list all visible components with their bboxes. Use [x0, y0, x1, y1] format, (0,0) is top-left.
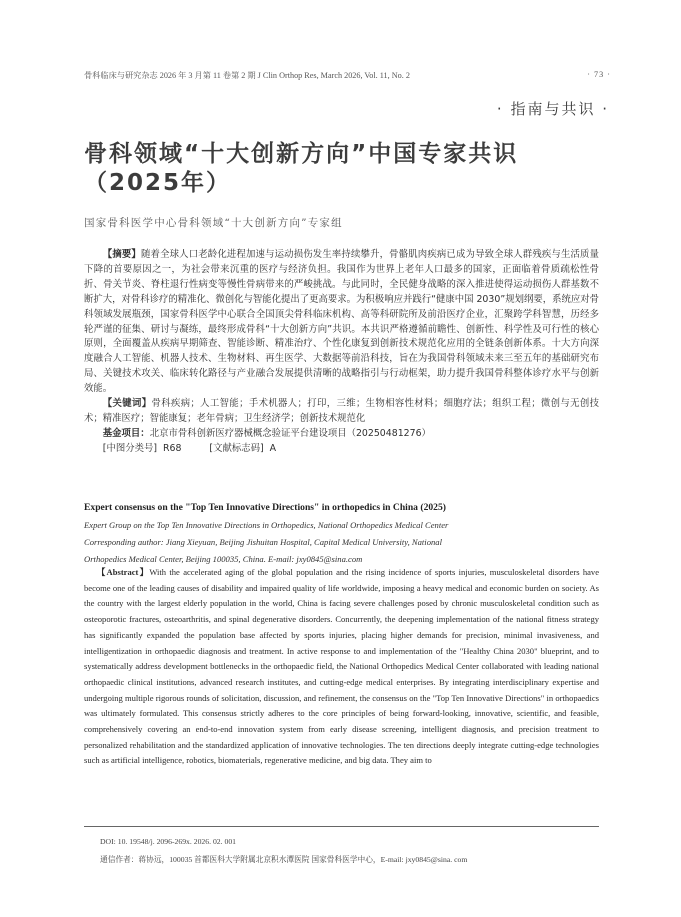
running-header — [84, 70, 611, 81]
fund-label: 基金项目： — [102, 427, 150, 439]
abstract-cn — [84, 248, 599, 397]
journal-citation: 骨科临床与研究杂志 2026 年 3 月第 11 卷第 2 期 J Clin Orthop Res, March 2026, Vol. 11, No. 2 — [84, 71, 410, 80]
english-meta — [84, 517, 599, 568]
classification-line — [84, 442, 599, 457]
correspondent-line: 通信作者：蒋协远，100035 首都医科大学附属北京积水潭医院 国家骨科医学中心，E-mail: jxy0845@sina. com — [100, 855, 468, 864]
footnote-divider — [84, 826, 599, 827]
english-abstract-label: 【Abstract】 — [96, 567, 150, 577]
clc-value: R68 — [162, 442, 182, 454]
author-group: 国家骨科医学中心骨科领域“十大创新方向”专家组 — [84, 217, 343, 229]
fund-text: 北京市骨科创新医疗器械概念验证平台建设项目（20250481276） — [149, 427, 431, 439]
keywords-cn — [84, 397, 599, 427]
english-abstract-paragraph — [84, 565, 599, 769]
section-label: · 指南与共识 · — [496, 100, 609, 118]
corresponding-author-line-1: Corresponding author: Jiang Xieyuan, Beijing Jishuitan Hospital, Capital Medical University, National — [84, 537, 442, 547]
english-abstract — [84, 565, 599, 769]
corresponding-author-line-2: Orthopedics Medical Center, Beijing 100035, China. E-mail: jxy0845@sina.com — [84, 554, 363, 564]
abstract-cn-text: 随着全球人口老龄化进程加速与运动损伤发生率持续攀升，骨骼肌肉疾病已成为导致全球人群残疾与生活质量下降的首要原因之一，为社会带来沉重的医疗与经济负担。我国作为世界上老年人口最多的国家，正面临着骨质疏松性骨折、骨关节炎、脊柱退行性病变等慢性骨病带来的严峻挑战。与此同时，全民健身战略的深入推进使得运动损伤人群基数不断扩大，对骨科诊疗的精准化、微创化与智能化提出了更高要求。为积极响应并践行“健康中国 2030”规划纲要，系统应对骨科领域发展瓶颈，国家骨科医学中心联合全国顶尖骨科临床机构、高等科研院所及前沿医疗企业，汇聚跨学科智慧，历经多轮严谨的征集、研讨与凝练，最终形成骨科“十大创新方向”共识。本共识严格遵循前瞻性、创新性、科学性及可行性的核心原则，全面覆盖从疾病早期筛查、智能诊断、精准治疗、个性化康复到创新技术规范化应用的全链条创新体系。十大方向深度融合人工智能、机器人技术、生物材料、再生医学、大数据等前沿科技，旨在为我国骨科领域未来三至五年的基础研究布局、关键技术攻关、临床转化路径与产业融合发展提供清晰的战略指引与行动框架，助力提升我国骨科整体诊疗水平与创新效能。 — [84, 249, 599, 395]
abstract-cn-label: 【摘要】 — [102, 249, 141, 260]
english-abstract-text: With the accelerated aging of the global population and the rising incidence of sports injuries, musculoskeletal disorders have become one of the leading causes of disability and impaired quality of life worldwide, imposing a heavy medical and economic burden on society. As the country with the largest elderly population in the world, China is facing severe challenges posed by chronic musculoskeletal condition such as osteoporotic fractures, osteoarthritis, and spinal degenerative disorders. Concurrently, the deepening implementation of the national fitness strategy has significantly expanded the population base affected by sports injuries, placing higher demands for precision, minimal invasiveness, and intelligentization in orthopaedic diagnosis and treatment. In active response to and implementation of the "Healthy China 2030" blueprint, and to systematically address development bottlenecks in the orthopaedic field, the National Orthopedics Medical Center collaborated with leading national orthopaedic clinical institutions, advanced research institutes, and cutting-edge medical enterprises. By integrating interdisciplinary expertise and undergoing multiple rigorous rounds of solicitation, discussion, and refinement, the consensus on the "Top Ten Innovative Directions" in orthopaedics was ultimately formulated. This consensus strictly adheres to the core principles of being forward-looking, innovative, scientific, and feasible, comprehensively covering an end-to-end innovation system from early disease screening, intelligent diagnosis, and precision treatment to personalized rehabilitation and the standardized application of innovative technologies. The ten directions deeply integrate cutting-edge technologies such as artificial intelligence, robotics, biomaterials, regenerative medicine, and big data. They aim to — [84, 567, 600, 766]
english-title: Expert consensus on the "Top Ten Innovative Directions" in orthopedics in China (2025) — [84, 502, 446, 513]
article-title: 骨科领域“十大创新方向”中国专家共识（2025年） — [84, 141, 519, 196]
doc-code-label: [文献标志码] — [209, 442, 264, 454]
page-number: · 73 · — [587, 70, 611, 79]
doc-code-value: A — [269, 442, 277, 454]
fund-line — [84, 427, 599, 442]
keywords-cn-label: 【关键词】 — [102, 398, 152, 410]
doi-line: DOI: 10. 19548/j. 2096-269x. 2026. 02. 001 — [100, 837, 237, 846]
footnote — [100, 833, 600, 869]
clc-label: [中图分类号] — [102, 442, 157, 454]
chinese-abstract-block — [84, 248, 599, 457]
keywords-cn-text: 骨科疾病；人工智能；手术机器人；打印，三维；生物相容性材料；细胞疗法；组织工程；微创与无创技术；精准医疗；智能康复；老年骨病；卫生经济学；创新技术规范化 — [84, 398, 599, 424]
english-group: Expert Group on the Top Ten Innovative Directions in Orthopedics, National Orthopedics Medical Center — [84, 520, 449, 530]
